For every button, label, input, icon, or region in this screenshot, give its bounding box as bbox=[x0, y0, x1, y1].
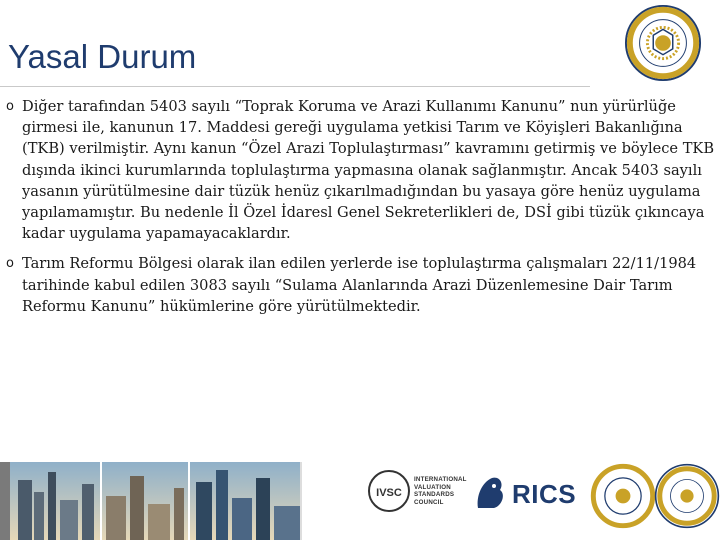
list-item bbox=[6, 96, 718, 244]
ivsc-caption: INTERNATIONAL VALUATION STANDARDS COUNCIL bbox=[414, 476, 467, 506]
rics-logo-text: RICS bbox=[512, 479, 577, 509]
bullet-marker: o bbox=[6, 256, 14, 272]
bullet-list bbox=[6, 96, 718, 326]
footer-divider bbox=[300, 462, 302, 540]
rics-lion-icon bbox=[472, 472, 508, 512]
university-seal-small-icon bbox=[590, 463, 656, 529]
bullet-text: Tarım Reformu Bölgesi olarak ilan edilen yerlerde ise toplulaştırma çalışmaları 22/11/1984 tarihinde kabul edilen 3083 sayılı “Sulama Alanlarında Arazi Düzenlemesine Dair Tarım Reformu Kanunu” hükümlerine göre yürütülmektedir. bbox=[22, 255, 697, 315]
ivsc-logo-label: IVSC bbox=[376, 487, 402, 499]
list-item bbox=[6, 253, 718, 317]
bullet-marker: o bbox=[6, 99, 14, 114]
title-divider bbox=[0, 86, 590, 87]
ivsc-logo-icon bbox=[366, 468, 412, 514]
bullet-text: Diğer tarafından 5403 sayılı “Toprak Koruma ve Arazi Kullanımı Kanunu” nun yürürlüğe girmesi ile, kanunun 17. Maddesi gereği uygulama yetkisi Tarım ve Köyişleri Bakanlığına (TKB) verilmiştir. Aynı kanun “Özel Arazi Toplulaştırması” kavramını getirmiş ve böylece TKB dışında ikinci kurumlarında toplulaştırma yapmasına olanak sağlanmıştır. Ancak 5403 sayılı yasanın yürütülmesine dair tüzük henüz çıkarılmadığından bu yasaya göre henüz uygulama yapılamamıştır. Bu nedenle İl Özel İdaresl Genel Sekreterlikleri de, DSİ gibi tüzük çıkıncaya kadar uygulama yapamayacaklardır. bbox=[22, 98, 715, 243]
page-title: Yasal Durum bbox=[8, 38, 197, 75]
city-skyline-image bbox=[0, 462, 300, 540]
university-seal-logo bbox=[624, 4, 702, 82]
university-seal-footer-icon bbox=[654, 463, 720, 529]
